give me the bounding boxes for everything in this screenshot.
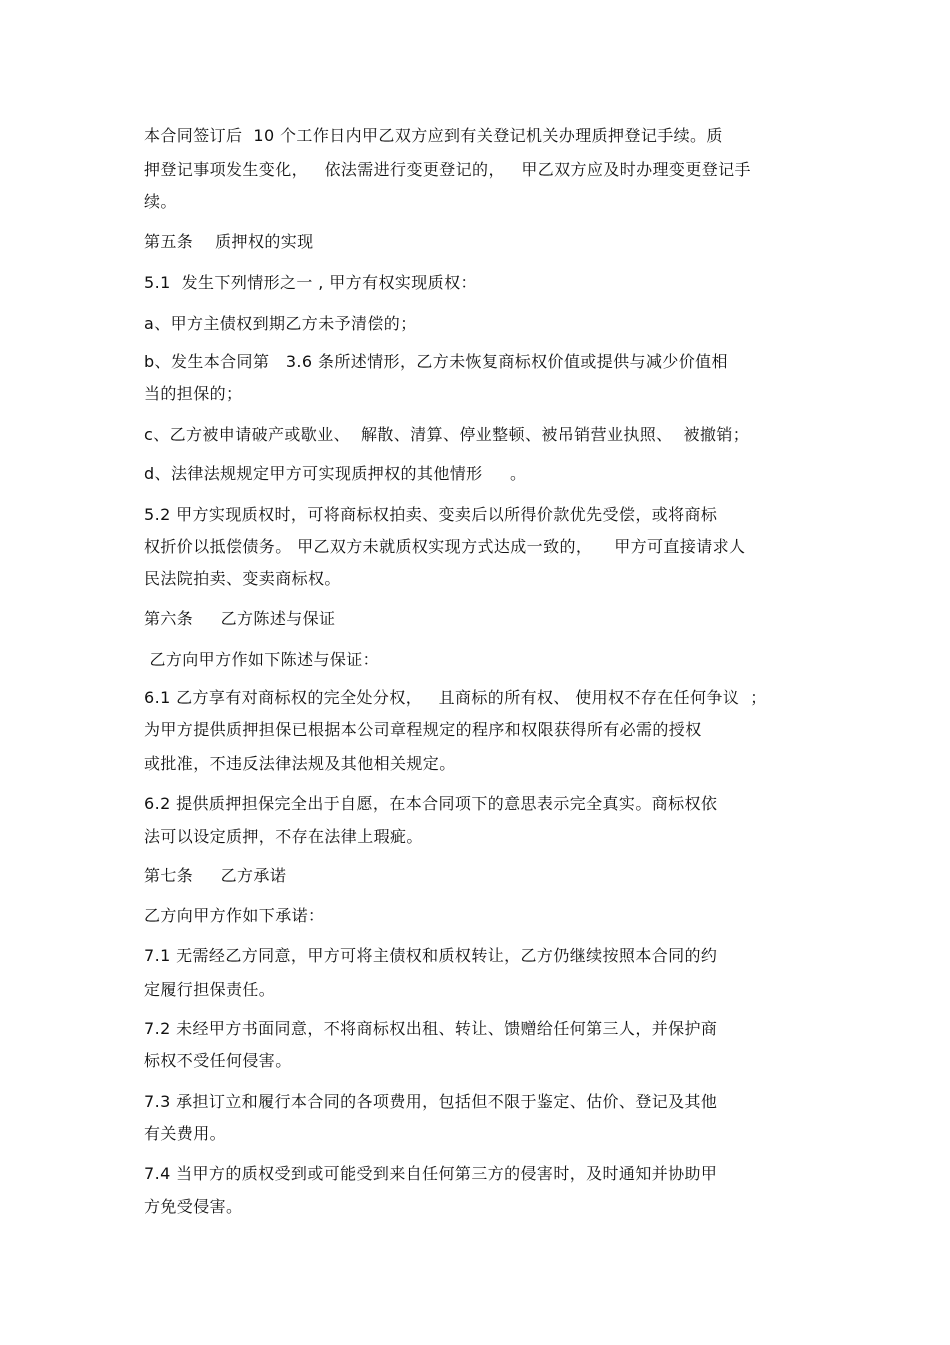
paragraph-line: 5.1 发生下列情形之一 , 甲方有权实现质权： [144, 273, 477, 292]
paragraph-line: 定履行担保责任。 [144, 980, 276, 999]
paragraph-line: 续。 [144, 192, 177, 211]
paragraph-line: 押登记事项发生变化， 依法需进行变更登记的， 甲乙双方应及时办理变更登记手 [144, 160, 751, 179]
paragraph-line: 乙方向甲方作如下陈述与保证： [144, 650, 380, 669]
paragraph-line: 7.4 当甲方的质权受到或可能受到来自任何第三方的侵害时，及时通知并协助甲 [144, 1164, 718, 1183]
paragraph-line: 或批准，不违反法律法规及其他相关规定。 [144, 754, 456, 773]
section-heading: 第六条 乙方陈述与保证 [144, 609, 336, 628]
paragraph-line: 乙方向甲方作如下承诺： [144, 906, 325, 925]
paragraph-line: 本合同签订后 10 个工作日内甲乙双方应到有关登记机关办理质押登记手续。质 [144, 126, 723, 145]
paragraph-line: 6.2 提供质押担保完全出于自愿，在本合同项下的意思表示完全真实。商标权依 [144, 794, 718, 813]
paragraph-line: 5.2 甲方实现质权时，可将商标权拍卖、变卖后以所得价款优先受偿，或将商标 [144, 505, 718, 524]
paragraph-line: d、法律法规规定甲方可实现质押权的其他情形 。 [144, 464, 527, 483]
paragraph-line: a、甲方主债权到期乙方未予清偿的； [144, 314, 417, 333]
paragraph-line: 标权不受任何侵害。 [144, 1051, 292, 1070]
paragraph-line: 法可以设定质押，不存在法律上瑕疵。 [144, 827, 423, 846]
section-heading: 第七条 乙方承诺 [144, 866, 287, 885]
paragraph-line: 有关费用。 [144, 1124, 227, 1143]
section-heading: 第五条 质押权的实现 [144, 232, 314, 251]
paragraph-line: 当的担保的； [144, 384, 243, 403]
paragraph-line: c、乙方被申请破产或歇业、 解散、清算、停业整顿、被吊销营业执照、 被撤销； [144, 425, 750, 444]
paragraph-line: 民法院拍卖、变卖商标权。 [144, 569, 341, 588]
paragraph-line: b、发生本合同第 3.6 条所述情形，乙方未恢复商标权价值或提供与减少价值相 [144, 352, 728, 371]
paragraph-line: 方免受侵害。 [144, 1197, 243, 1216]
paragraph-line: 6.1 乙方享有对商标权的完全处分权， 且商标的所有权、 使用权不存在任何争议 ； [144, 688, 767, 707]
paragraph-line: 7.1 无需经乙方同意，甲方可将主债权和质权转让，乙方仍继续按照本合同的约 [144, 946, 718, 965]
paragraph-line: 7.3 承担订立和履行本合同的各项费用，包括但不限于鉴定、估价、登记及其他 [144, 1092, 718, 1111]
paragraph-line: 权折价以抵偿债务。 甲乙双方未就质权实现方式达成一致的， 甲方可直接请求人 [144, 537, 746, 556]
paragraph-line: 7.2 未经甲方书面同意，不将商标权出租、转让、馈赠给任何第三人，并保护商 [144, 1019, 718, 1038]
paragraph-line: 为甲方提供质押担保已根据本公司章程规定的程序和权限获得所有必需的授权 [144, 720, 702, 739]
